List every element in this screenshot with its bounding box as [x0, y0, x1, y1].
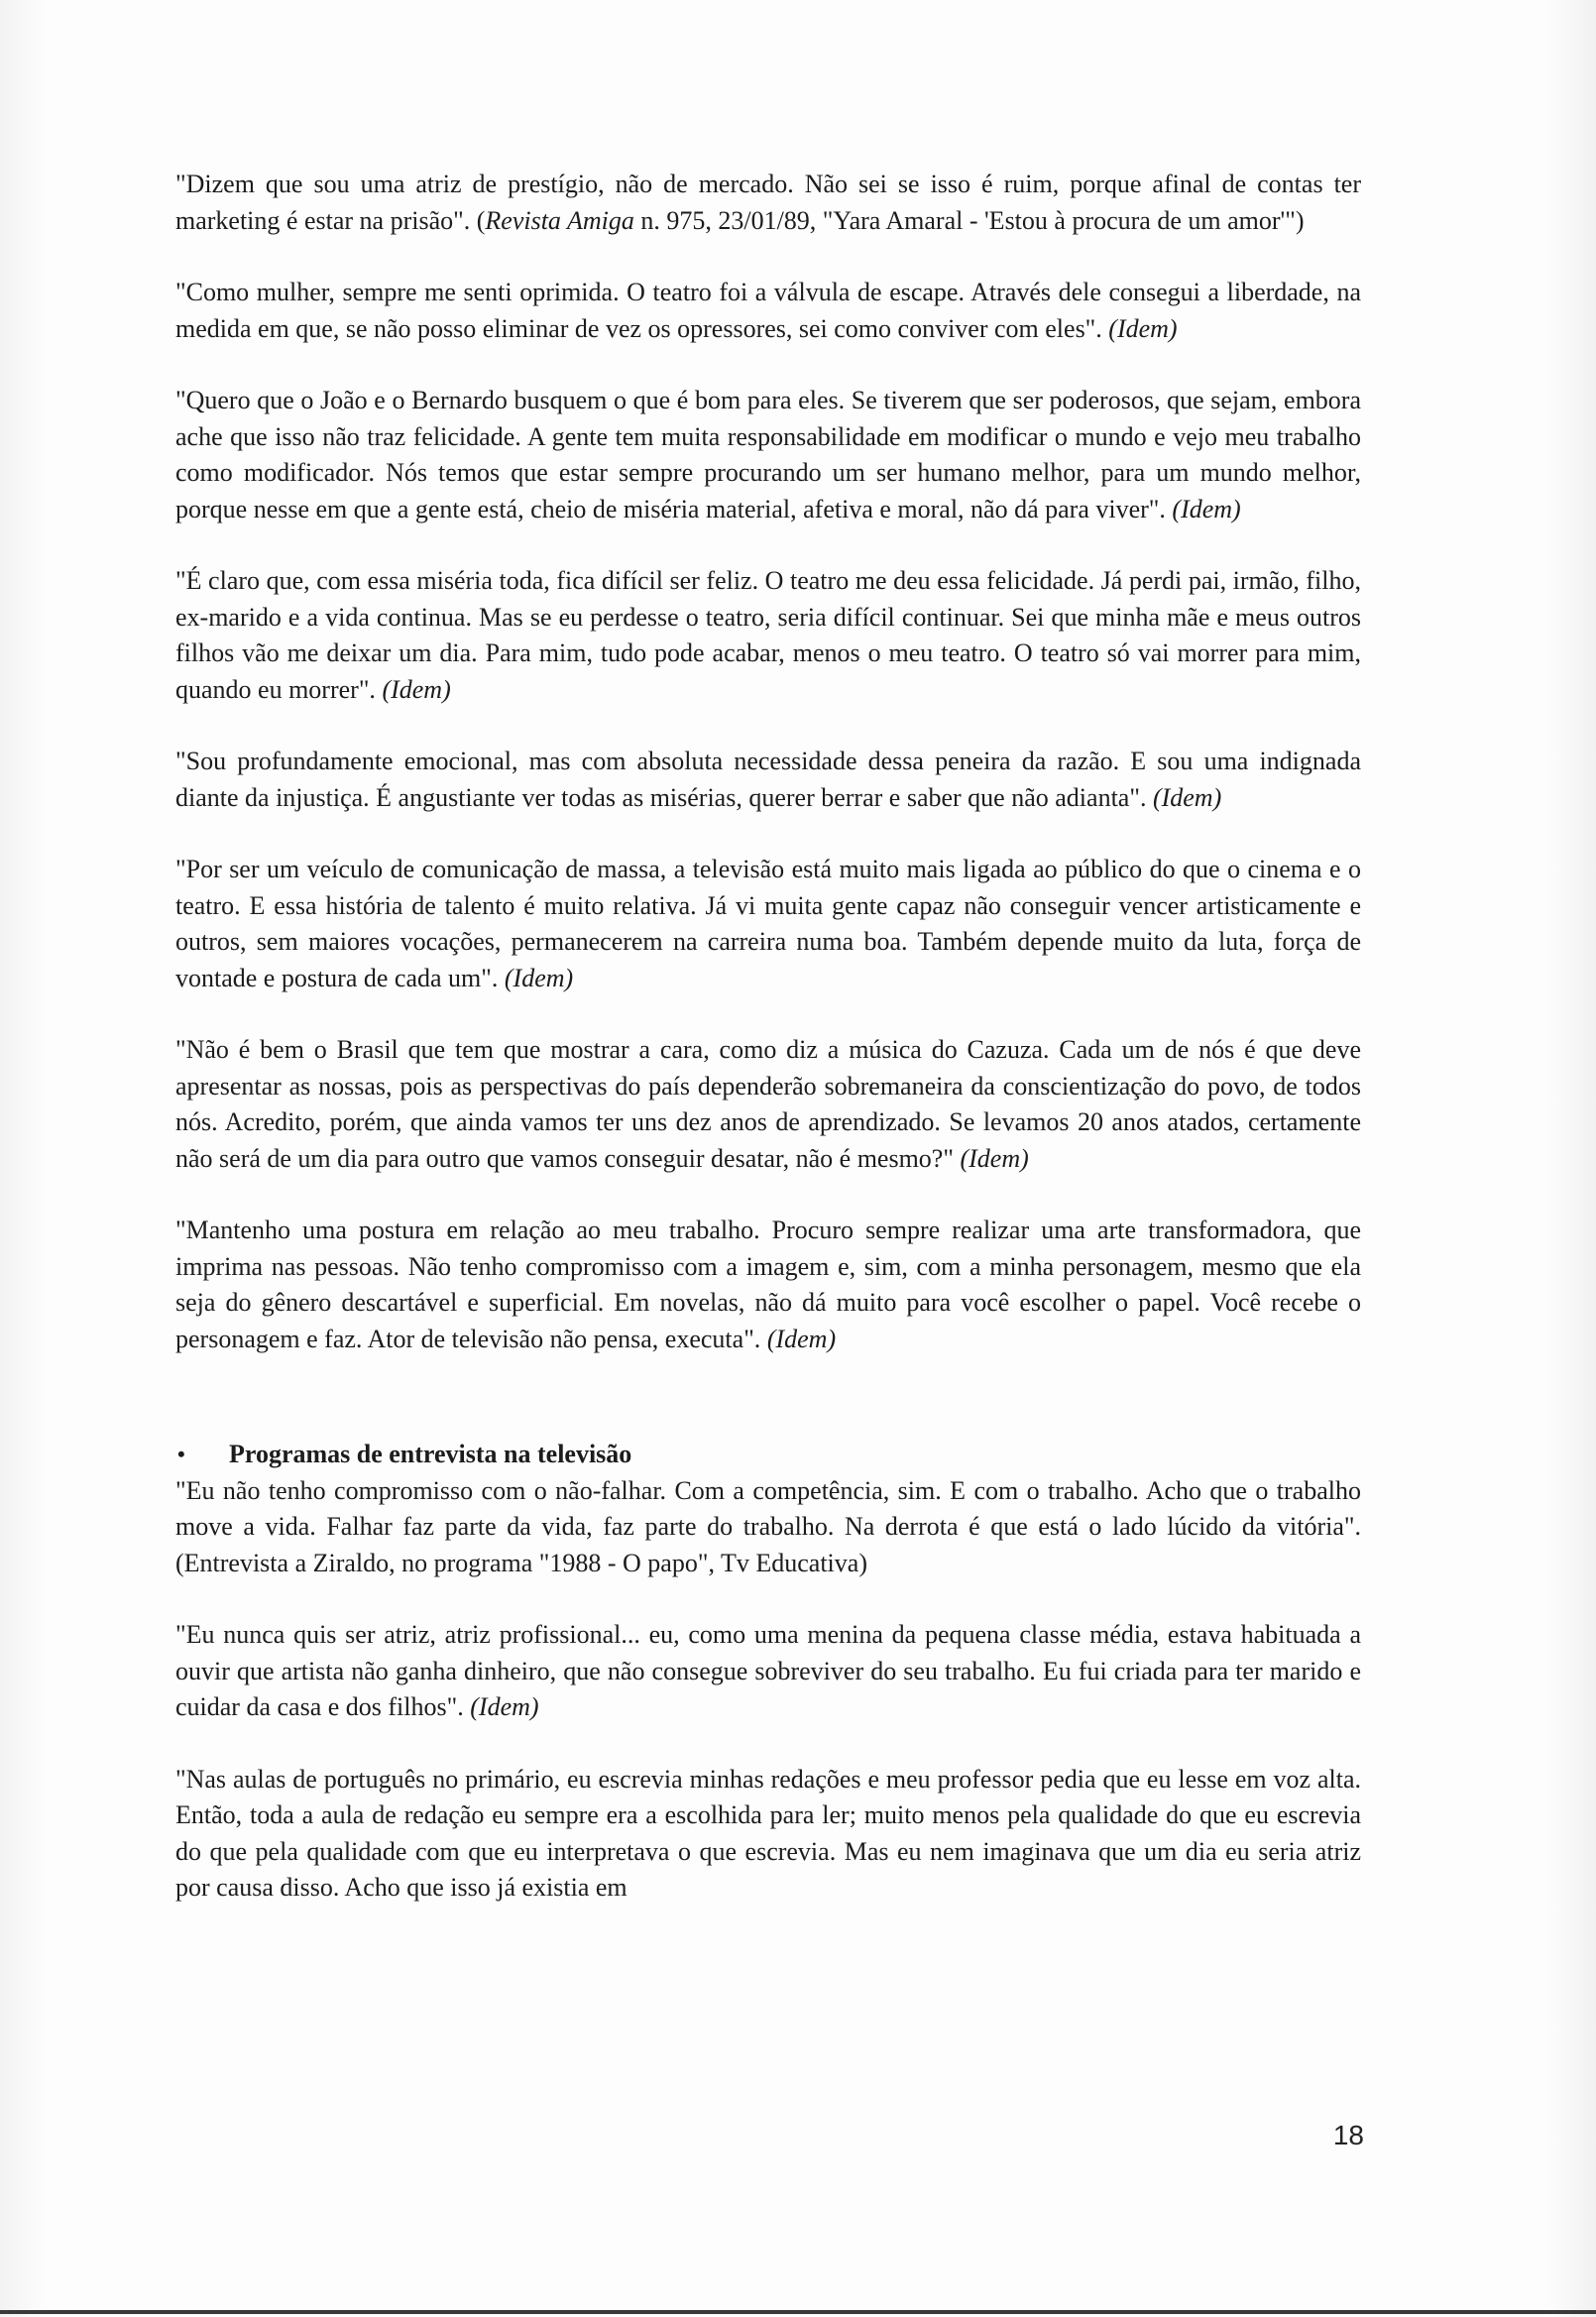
quote-paragraph: "Por ser um veículo de comunicação de massa, a televisão está muito mais ligada ao público do que o cinema e o teatro. E essa história de talento é muito relativa. Já vi muita gente capaz não conseguir vencer artisticamente e outros, sem maiores vocações, permanecerem na carreira numa boa. Também depende muito da luta, força de vontade e postura de cada um". (Idem): [175, 855, 1361, 992]
quote-paragraph: "Dizem que sou uma atriz de prestígio, não de mercado. Não sei se isso é ruim, porque afinal de contas ter marketing é estar na prisão". (Revista Amiga n. 975, 23/01/89, "Yara Amaral - 'Estou à procura de um amor'"): [175, 170, 1361, 235]
section-heading-label: Programas de entrevista na televisão: [229, 1440, 632, 1468]
quote-paragraph: "Como mulher, sempre me senti oprimida. O teatro foi a válvula de escape. Através dele consegui a liberdade, na medida em que, se não posso eliminar de vez os opressores, sei como conviver com eles". (Idem): [175, 278, 1361, 343]
quote-paragraph: "Eu não tenho compromisso com o não-falhar. Com a competência, sim. E com o trabalho. Acho que o trabalho move a vida. Falhar faz parte da vida, faz parte do trabalho. Na derrota é que está o lado lúcido da vitória". (Entrevista a Ziraldo, no programa "1988 - O papo", Tv Educativa): [175, 1475, 1361, 1577]
document-body: [175, 167, 1361, 1907]
quote-paragraph: "Quero que o João e o Bernardo busquem o que é bom para eles. Se tiverem que ser poderosos, que sejam, embora ache que isso não traz felicidade. A gente tem muita responsabilidade em modificar o mundo e vejo meu trabalho como modificador. Nós temos que estar sempre procurando um ser humano melhor, para um mundo melhor, porque nesse em que a gente está, cheio de miséria material, afetiva e moral, não dá para viver". (Idem): [175, 386, 1361, 523]
quote-paragraph: "Eu nunca quis ser atriz, atriz profissional... eu, como uma menina da pequena classe média, estava habituada a ouvir que artista não ganha dinheiro, que não consegue sobreviver do seu trabalho. Eu fui criada para ter marido e cuidar da casa e dos filhos". (Idem): [175, 1620, 1361, 1721]
page-bottom-edge: [0, 2310, 1596, 2314]
quote-paragraph: "É claro que, com essa miséria toda, fica difícil ser feliz. O teatro me deu essa felicidade. Já perdi pai, irmão, filho, ex-marido e a vida continua. Mas se eu perdesse o teatro, seria difícil continuar. Sei que minha mãe e meus outros filhos vão me deixar um dia. Para mim, tudo pode acabar, menos o meu teatro. O teatro só vai morrer para mim, quando eu morrer". (Idem): [175, 566, 1361, 704]
quote-paragraph: "Não é bem o Brasil que tem que mostrar a cara, como diz a música do Cazuza. Cada um de nós é que deve apresentar as nossas, pois as perspectivas do país dependerão sobremaneira da conscientização do povo, de todos nós. Acredito, porém, que ainda vamos ter uns dez anos de aprendizado. Se levamos 20 anos atados, certamente não será de um dia para outro que vamos conseguir desatar, não é mesmo?" (Idem): [175, 1035, 1361, 1173]
bullet-icon: •: [177, 1442, 185, 1466]
page-number: 18: [1332, 2120, 1364, 2150]
quote-paragraph: "Sou profundamente emocional, mas com absoluta necessidade dessa peneira da razão. E sou uma indignada diante da injustiça. É angustiante ver todas as misérias, querer berrar e saber que não adianta". (Idem): [175, 747, 1361, 812]
section-heading: [175, 1437, 1361, 1473]
quote-paragraph: "Mantenho uma postura em relação ao meu trabalho. Procuro sempre realizar uma arte transformadora, que imprima nas pessoas. Não tenho compromisso com a imagem e, sim, com a minha personagem, mesmo que ela seja do gênero descartável e superficial. Em novelas, não dá muito para você escolher o papel. Você recebe o personagem e faz. Ator de televisão não pensa, executa". (Idem): [175, 1216, 1361, 1353]
quote-paragraph: "Nas aulas de português no primário, eu escrevia minhas redações e meu professor pedia que eu lesse em voz alta. Então, toda a aula de redação eu sempre era a escolhida para ler; muito menos pela qualidade do que eu escrevia do que pela qualidade com que eu interpretava o que escrevia. Mas eu nem imaginava que um dia eu seria atriz por causa disso. Acho que isso já existia em: [175, 1764, 1361, 1902]
